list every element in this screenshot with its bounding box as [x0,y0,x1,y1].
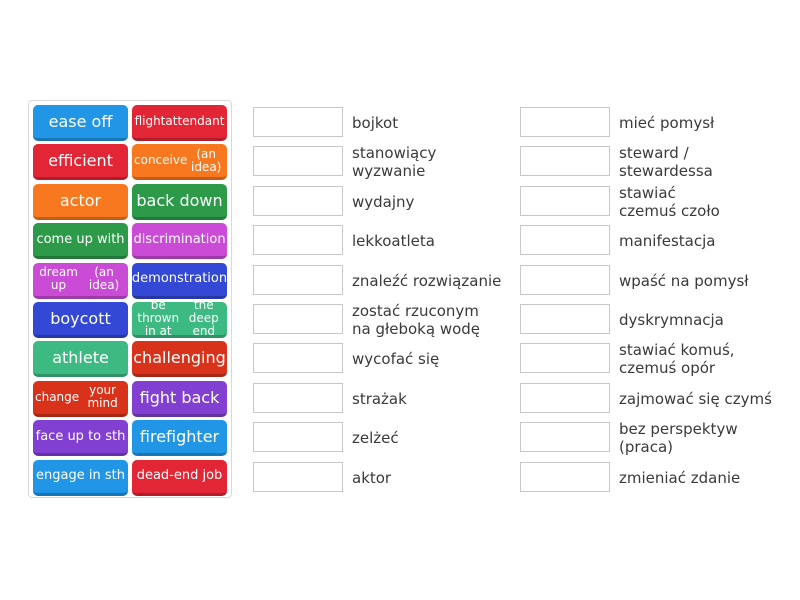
tile-engage-in-sth[interactable] [33,460,128,496]
target-row [520,462,800,494]
tile-text: face up to sth [35,428,126,444]
tile-text: challenging [133,348,226,368]
tile-efficient[interactable] [33,144,128,180]
tile-dead-end-job[interactable] [132,460,227,496]
tile-text: dead-end job [136,467,223,483]
drop-box[interactable] [253,304,343,334]
tile-be-thrown-in-at-the-deep-end[interactable] [132,297,227,339]
target-row [253,225,533,257]
tile-face-up-to-sth[interactable] [33,420,128,456]
tile-text: ease off [48,111,113,131]
tile-firefighter[interactable] [132,420,227,456]
tile-text: demonstration [131,270,228,286]
drop-box[interactable] [520,107,610,137]
target-label: wycofać się [352,350,440,369]
target-label: mieć pomysł [619,114,715,132]
drop-box[interactable] [253,343,343,373]
tile-flight-attendant[interactable] [132,105,227,141]
target-label: zmieniać zdanie [619,468,741,487]
target-label: lekkoatleta [352,232,435,251]
tile-text: back down [136,190,223,210]
target-label: zajmować się czymś [619,389,772,408]
target-row [520,420,800,457]
drop-box[interactable] [253,107,343,137]
target-row [253,265,533,297]
target-row [520,265,800,297]
tile-text: firefighter [139,426,220,446]
tile-text: (an idea) [88,264,120,293]
target-label: stawiać komuś, czemuś opór [619,341,735,378]
target-label: bez perspektyw (praca) [619,420,738,457]
target-row [253,304,533,336]
target-label: znaleźć rozwiązanie [352,271,502,290]
drop-box[interactable] [520,304,610,334]
target-row [253,144,533,181]
tile-demonstration[interactable] [132,263,227,299]
tile-text: change [35,389,80,404]
drop-box[interactable] [520,462,610,492]
tile-come-up-with[interactable] [33,223,128,259]
target-label: aktor [352,468,392,487]
target-row [520,183,800,220]
tile-text: fight back [139,387,220,407]
tile-athlete[interactable] [33,341,128,377]
target-row [520,304,800,336]
drop-box[interactable] [253,265,343,295]
drop-box[interactable] [520,383,610,413]
target-label: zelżeć [352,429,399,448]
tile-change-your-mind[interactable] [33,381,128,417]
tile-dream-up-an-idea[interactable] [33,263,128,299]
target-label: dyskrymnacja [619,311,724,329]
drop-box[interactable] [253,186,343,216]
tile-text: the deep end [188,297,219,339]
target-row [520,107,800,139]
target-label: stawiać czemuś czoło [619,183,720,220]
target-label: zostać rzuconym na głeboką wodę [352,302,481,338]
drop-box[interactable] [253,383,343,413]
target-label: steward / stewardessa [619,144,713,181]
drop-box[interactable] [520,422,610,452]
target-label: wpaść na pomysł [619,271,749,290]
tile-text: (an idea) [190,146,222,174]
target-row [520,144,800,181]
target-row [520,225,800,257]
target-label: wydajny [352,192,415,211]
tile-text: boycott [50,308,111,328]
target-row [253,383,533,415]
tile-actor[interactable] [33,184,128,220]
target-row [253,462,533,494]
tile-text: athlete [52,348,109,368]
tile-text: be thrown in at [137,297,180,339]
drop-box[interactable] [253,462,343,492]
drop-box[interactable] [253,422,343,452]
tile-ease-off[interactable] [33,105,128,141]
drop-box[interactable] [253,225,343,255]
tile-text: efficient [48,151,113,171]
target-label: bojkot [352,114,399,132]
target-row [253,343,533,375]
target-row [253,186,533,218]
tile-discrimination[interactable] [132,223,227,259]
drop-box[interactable] [520,186,610,216]
tile-text: your mind [87,383,118,411]
tile-challenging[interactable] [132,341,227,377]
target-row [520,341,800,378]
drop-box[interactable] [520,225,610,255]
target-label: stanowiący wyzwanie [352,144,437,181]
drop-box[interactable] [520,265,610,295]
drop-box[interactable] [520,146,610,176]
tile-text: come up with [36,231,125,247]
target-row [520,383,800,415]
tile-conceive-an-idea[interactable] [132,144,227,180]
tile-text: conceive [134,153,188,168]
tile-fight-back[interactable] [132,381,227,417]
target-label: manifestacja [619,232,716,251]
target-label: strażak [352,389,407,408]
tile-back-down[interactable] [132,184,227,220]
target-row [253,107,533,139]
tile-text: actor [59,190,102,210]
drop-box[interactable] [520,343,610,373]
tile-text: dream up [39,264,78,293]
tile-text: attendant [165,113,225,128]
tile-boycott[interactable] [33,302,128,338]
target-row [253,422,533,454]
tile-text: flight [134,113,166,128]
tile-text: discrimination [133,231,226,247]
tile-text: engage in sth [36,467,125,483]
drop-box[interactable] [253,146,343,176]
